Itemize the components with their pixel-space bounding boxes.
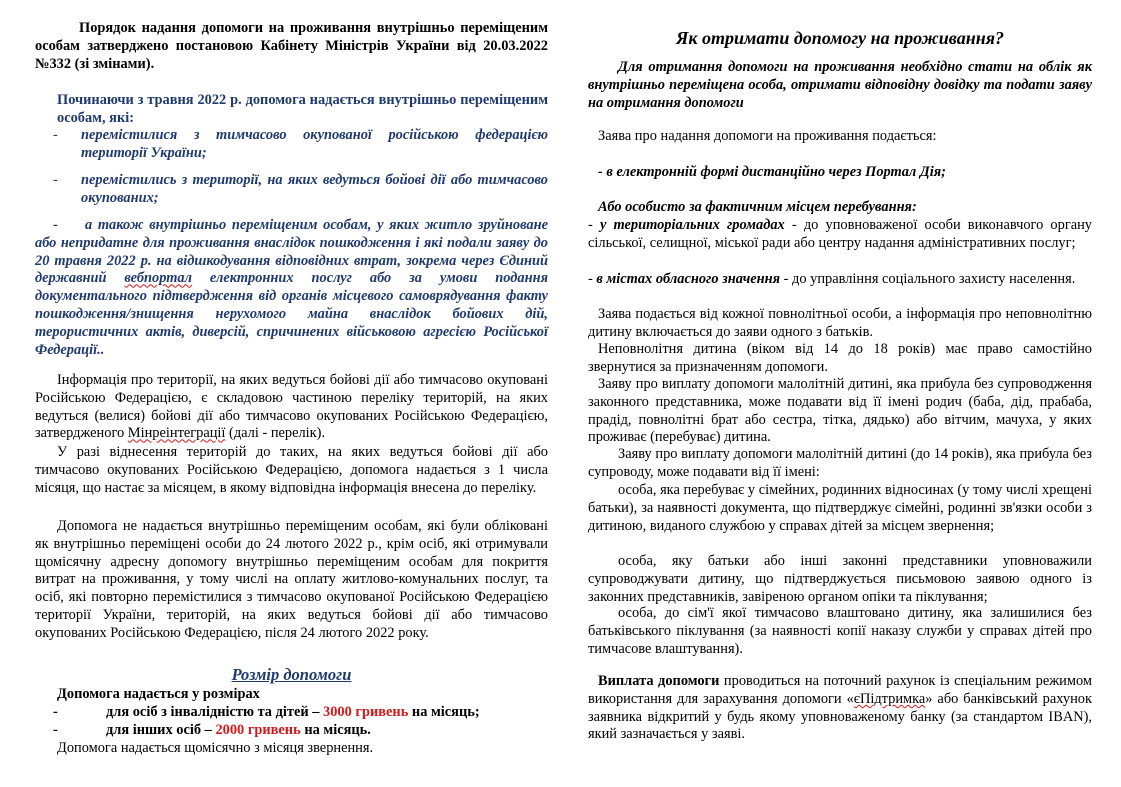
under14-paragraph: Заяву про виплату допомоги малолітній дитині (до 14 років), яка прибула без супроводу, може подавати від її імені: — [588, 446, 1092, 480]
monthly-note: Допомога надається щомісячно з місяця звернення. — [57, 740, 374, 756]
amount-intro: Допомога надається у розмірах — [57, 686, 260, 702]
payment-label: Виплата допомоги — [598, 673, 720, 689]
bullet-dash: - — [53, 172, 58, 188]
subtitle: Для отримання допомоги на проживання необхідно стати на облік як внутрішньо переміщена особа, отримати відповідну довідку та подати заяву на отримання допомоги — [588, 59, 1092, 111]
bullet-dash: - — [53, 217, 58, 233]
bullet-destroyed: - а також внутрішньо переміщеним особам, у яких житло зруйноване або непридатне для проживання внаслідок пошкодження і які подали заяву до 20 травня 2022 р. на відшкодування відповідних втрат, зокрема через Єдиний державний вебпортал електронних послуг або за умови подання документального підтвердження від органів місцевого самоврядування факту пошкодження/знищення нерухомого майна внаслідок бойових дій, терористичних актів, диверсій, спричинених військовою агресією Російської Федерації.. — [35, 217, 549, 358]
person-foster: особа, до сім'ї якої тимчасово влаштовано дитину, яка залишилися без батьківського піклування (за наявності копії наказу служби у справах дітей про тимчасове влаштування). — [588, 605, 1092, 657]
amount-disabled-children: для осіб з інвалідністю та дітей – 3000 гривень на місяць; — [106, 704, 480, 720]
bullet-combat: перемістились з території, на яких ведуться бойові дії або тимчасово окупованих; — [81, 172, 548, 206]
submitted-line: Заява про надання допомоги на проживання подається: — [598, 128, 937, 144]
territorial-label: у територіальних громадах — [599, 217, 785, 233]
not-granted-paragraph: Допомога не надається внутрішньо переміщеним особам, які були обліковані як внутрішньо переміщені особи до 24 лютого 2022 р., крім осіб, які отримували щомісячну адресну допомогу внутрішньо переміщеним особам для покриття витрат на проживання, у тому числі на оплату житлово-комунальних послуг, та осіб, які повторно перемістилися з тимчасово окупованої Російською Федерацією території України, територій, на яких ведуться бойові дії або тимчасово окупованих Російською Федерацією, після 24 лютого 2022 року. — [35, 518, 548, 641]
cities-label: в містах обласного значення — [596, 271, 781, 287]
page-title: Як отримати допомогу на проживання? — [676, 28, 1004, 48]
exclusion-paragraph: У разі віднесення територій до таких, на яких ведуться бойові дії або тимчасово окупованих Російською Федерацією, допомога надається з 1 числа місяця, що настає за місяцем, в якому відповідна інформація внесена до переліку. — [35, 444, 548, 496]
list-item — [35, 704, 548, 722]
amount-2000: 2000 гривень — [215, 722, 301, 738]
amount-3000: 3000 гривень — [323, 704, 409, 720]
unaccompanied-paragraph: Заяву про виплату допомоги малолітній дитині, яка прибула без супроводження законного представника, може подавати від її імені родич (баба, дід, прабаба, прадід, повнолітні брат або сестра, тітка, дядько) або вітчим, мачуха, у яких проживає (перебуває) дитина. — [588, 376, 1092, 446]
list-item — [35, 722, 548, 740]
webportal-link-text: вебпортал — [124, 270, 193, 287]
in-person-line: Або особисто за фактичним місцем перебування: — [598, 199, 917, 215]
since-may-paragraph: Починаючи з травня 2022 р. допомога надається внутрішньо переміщеним особам, які: — [57, 92, 548, 126]
ministry-name: Мінреінтеграції — [127, 425, 226, 442]
epidtrymka-text: єПідтримка — [853, 690, 926, 707]
bullet-dash: - — [53, 127, 58, 143]
person-authorized: особа, яку батьки або інші законні представники уповноважили супроводжувати дитину, що підтверджується письмовою заявою одного із законних представників, завіреною органом опіки та піклування; — [588, 553, 1092, 605]
amount-heading: Розмір допомоги — [231, 665, 352, 684]
cities-item: - в містах обласного значення - до управління соціального захисту населення. — [588, 271, 1076, 287]
intro-paragraph: Порядок надання допомоги на проживання внутрішньо переміщеним особам затверджено постановою Кабінету Міністрів України від 20.03.2022 №332 (зі змінами). — [35, 20, 548, 72]
each-adult-paragraph: Заява подається від кожної повнолітньої особи, а інформація про неповнолітню дитину включається до заяви одного з батьків. — [588, 306, 1092, 340]
territorial-item: - у територіальних громадах - до уповноваженої особи виконавчого органу сільської, селищної, міської ради або центру надання адміністративних послуг; — [588, 217, 1092, 251]
bullet-occupied: перемістилися з тимчасово окупованої російською федерацією території України; — [81, 127, 548, 161]
amount-others: для інших осіб – 2000 гривень на місяць. — [106, 722, 371, 738]
info-paragraph: Інформація про території, на яких ведуться бойові дії або тимчасово окуповані Російською Федерацією, є складовою частиною переліку територій, на яких ведуться (велися) бойові дії або тимчасово окупованих Російською Федерацією, затвердженого Мінреінтеграції (далі - перелік). — [35, 372, 548, 442]
minor-right-paragraph: Неповнолітня дитина (віком від 14 до 18 років) має право самостійно звернутися за призначенням допомоги. — [588, 341, 1092, 375]
list-item — [35, 127, 548, 163]
list-item — [35, 172, 548, 208]
payment-paragraph: Виплата допомоги проводиться на поточний рахунок із спеціальним режимом використання для зарахування допомоги «єПідтримка» або банківський рахунок заявника відкритий у будь якому уповноваженому банку (за стандартом IBAN), який зазначається у заяві. — [588, 673, 1092, 743]
bullet-dash: - — [53, 704, 58, 720]
bullet-dash: - — [53, 722, 58, 738]
person-family: особа, яка перебуває у сімейних, родинних відносинах (у тому числі хрещені батьки), за наявності документа, що підтверджує сімейні, родинні зв'язки особи з дитиною, виданого службою у справах дітей за місцем звернення; — [588, 482, 1092, 534]
electronic-line: - в електронній формі дистанційно через Портал Дія; — [598, 164, 946, 180]
